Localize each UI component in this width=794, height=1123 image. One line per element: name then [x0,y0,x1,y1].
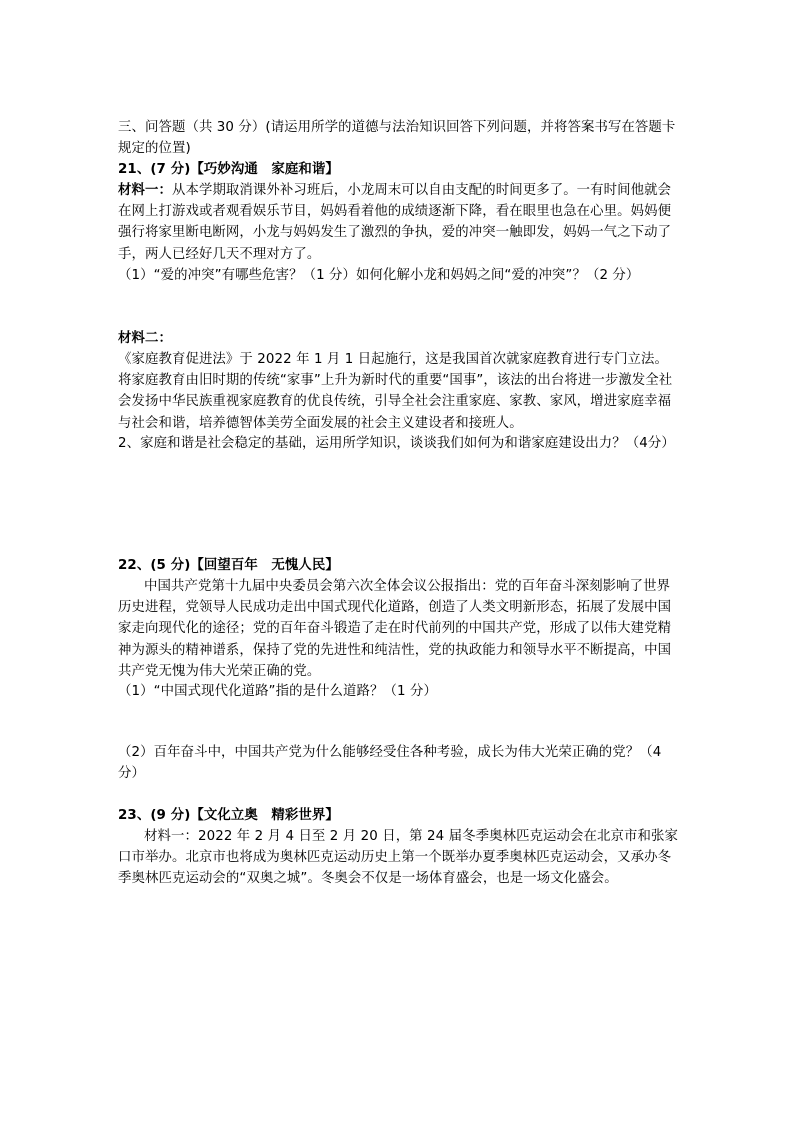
q21-title: 21、(7 分)【巧妙沟通 家庭和谐】 [118,162,339,177]
q21-material1-label: 材料一： [118,183,172,198]
q22-paragraph: 中国共产党第十九届中央委员会第六次全体会议公报指出：党的百年奋斗深刻影响了世界历史进程，党领导人民成功走出中国式现代化道路，创造了人类文明新形态，拓展了发展中国家走向现代化的途径；党的百年奋斗锻造了走在时代前列的中国共产党，形成了以伟大建党精神为源头的精神谱系，保持了党的先进性和纯洁性，党的执政能力和领导水平不断提高，中国共产党无愧为伟大光荣正确的党。 [118,579,672,679]
q22-title: 22、(5 分)【回望百年 无愧人民】 [118,558,339,573]
q23-title: 23、(9 分)【文化立奥 精彩世界】 [118,808,339,823]
q23-paragraph: 材料一：2022 年 2 月 4 日至 2 月 20 日，第 24 届冬季奥林匹克运动会在北京市和张家口市举办。北京市也将成为奥林匹克运动历史上第一个既举办夏季奥林匹克运动会，又承办冬季奥林匹克运动会的“双奥之城”。冬奥会不仅是一场体育盛会，也是一场文化盛会。 [118,829,678,887]
q21-sub2: 2、家庭和谐是社会稳定的基础，运用所学知识，谈谈我们如何为和谐家庭建设出力？（4分） [118,436,675,451]
q21-material1-text: 从本学期取消课外补习班后，小龙周末可以自由支配的时间更多了。一有时间他就会在网上打游戏或者观看娱乐节目，妈妈看着他的成绩逐渐下降，看在眼里也急在心里。妈妈便强行将家里断电断网，小龙与妈妈发生了激烈的争执，爱的冲突一触即发，妈妈一气之下动了手，两人已经好几天不理对方了。 [118,183,672,262]
q21-sub1: （1）“爱的冲突”有哪些危害？（1 分）如何化解小龙和妈妈之间“爱的冲突”？（2 分） [118,268,640,283]
q21-material2-label: 材料二： [118,331,172,346]
q21-material2-text: 《家庭教育促进法》于 2022 年 1 月 1 日起施行，这是我国首次就家庭教育进行专门立法。将家庭教育由旧时期的传统“家事”上升为新时代的重要“国事”，该法的出台将进一步激发全社会发扬中华民族重视家庭教育的优良传统，引导全社会注重家庭、家教、家风，增进家庭幸福与社会和谐，培养德智体美劳全面发展的社会主义建设者和接班人。 [118,352,673,431]
q21-material1 [118,180,680,265]
q22-sub1: （1）“中国式现代化道路”指的是什么道路？（1 分） [118,684,437,699]
section-heading: 三、问答题（共 30 分）(请运用所学的道德与法治知识回答下列问题，并将答案书写在答题卡规定的位置) [118,120,676,157]
q22-sub2: （2）百年奋斗中，中国共产党为什么能够经受住各种考验，成长为伟大光荣正确的党？（4 分） [118,745,662,782]
